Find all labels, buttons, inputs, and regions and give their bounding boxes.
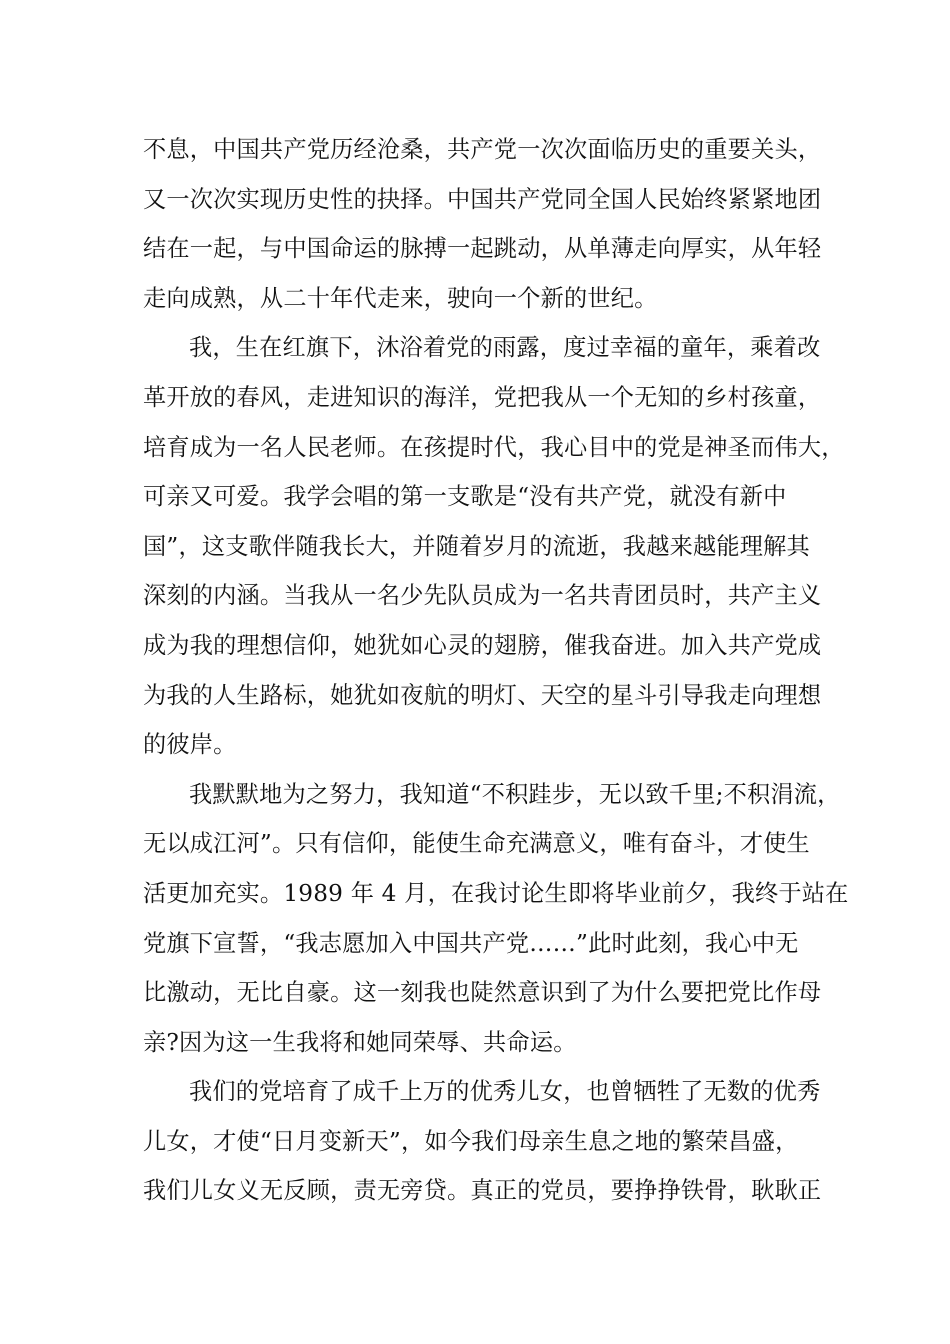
document-body xyxy=(143,125,849,1216)
text-line: 可亲又可爱。我学会唱的第一支歌是“没有共产党，就没有新中 xyxy=(143,483,787,511)
text-line: 党旗下宣誓，“我志愿加入中国共产党……”此时此刻，我心中无 xyxy=(143,929,799,957)
paragraph-first-line: 我们的党培育了成千上万的优秀儿女，也曾牺牲了无数的优秀 xyxy=(189,1078,821,1106)
paragraph-first-line: 我默默地为之努力，我知道“不积跬步，无以致千里;不积涓流， xyxy=(189,780,841,808)
text-line: 的彼岸。 xyxy=(143,731,237,759)
text-line: 不息，中国共产党历经沧桑，共产党一次次面临历史的重要关头， xyxy=(143,136,822,163)
text-line: 活更加充实。1989 年 4 月，在我讨论生即将毕业前夕，我终于站在 xyxy=(143,879,849,907)
text-line: 培育成为一名人民老师。在孩提时代，我心目中的党是神圣而伟大， xyxy=(143,433,845,461)
text-line: 比激动，无比自豪。这一刻我也陡然意识到了为什么要把党比作母 xyxy=(143,979,822,1007)
text-line: 为我的人生路标，她犹如夜航的明灯、天空的星斗引导我走向理想 xyxy=(143,681,822,709)
text-line: 走向成熟，从二十年代走来，驶向一个新的世纪。 xyxy=(143,284,658,312)
text-line: 无以成江河”。只有信仰，能使生命充满意义，唯有奋斗，才使生 xyxy=(143,830,810,858)
text-line: 我们儿女义无反顾，责无旁贷。真正的党员，要挣挣铁骨，耿耿正 xyxy=(143,1177,822,1205)
text-line: 深刻的内涵。当我从一名少先队员成为一名共青团员时，共产主义 xyxy=(143,582,822,610)
text-line: 又一次次实现历史性的抉择。中国共产党同全国人民始终紧紧地团 xyxy=(143,185,822,213)
text-line: 革开放的春风，走进知识的海洋，党把我从一个无知的乡村孩童， xyxy=(143,383,822,411)
text-line: 儿女，才使“日月变新天”，如今我们母亲生息之地的繁荣昌盛， xyxy=(143,1127,799,1155)
text-line: 成为我的理想信仰，她犹如心灵的翅膀，催我奋进。加入共产党成 xyxy=(143,631,822,659)
text-line: 国”，这支歌伴随我长大，并随着岁月的流逝，我越来越能理解其 xyxy=(143,532,810,560)
paragraph-first-line: 我，生在红旗下，沐浴着党的雨露，度过幸福的童年，乘着改 xyxy=(189,334,821,362)
text-line: 亲?因为这一生我将和她同荣辱、共命运。 xyxy=(143,1028,577,1056)
text-line: 结在一起，与中国命运的脉搏一起跳动，从单薄走向厚实，从年轻 xyxy=(143,235,822,263)
